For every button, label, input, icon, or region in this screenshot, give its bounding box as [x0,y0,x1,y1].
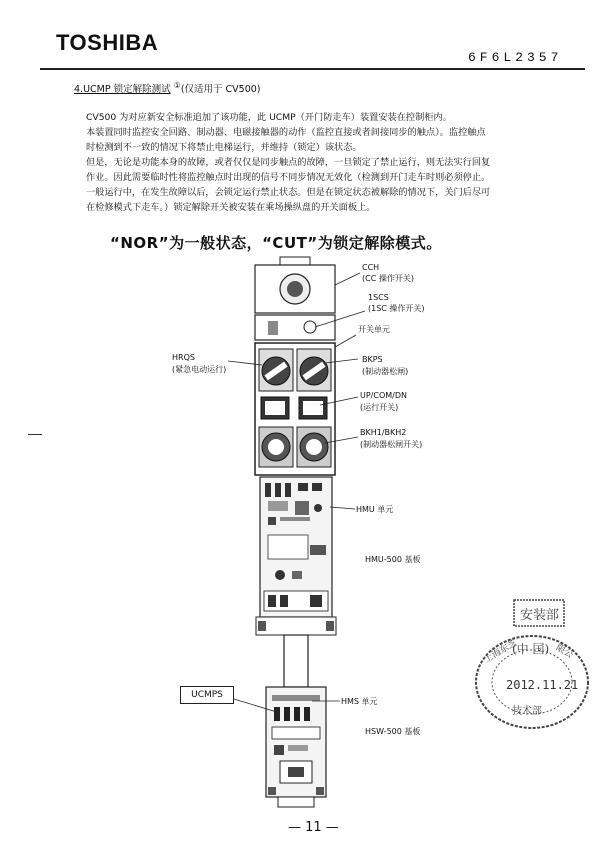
hmu-bracket-left [258,621,266,631]
updn-label: UP/COM/DN [360,391,407,400]
hmu-board-label: HMU-500 基板 [365,555,421,564]
cch-knob-center [287,281,303,297]
hms-switch-2 [284,707,290,721]
hms-unit-label: HMS 单元 [341,697,378,706]
bkps-label: BKPS [362,355,383,364]
hms-foot-left [268,787,276,795]
hrqs-desc: (紧急电动运行) [172,365,227,374]
hmu-chip-1 [268,501,288,511]
cch-label: CCH [362,263,380,272]
iscs-tab [268,321,278,335]
section-title [74,81,261,95]
paragraph-line-2: 本装置同时监控安全回路、制动器、电磁接触器的动作（监控直接或者间接同步的触点）。监控触点 [86,127,486,138]
cch-callout [335,273,360,285]
hmu-conn-b [275,483,281,497]
hms-foot-right [316,787,324,795]
hms-terminal-row [272,727,320,739]
hms-strip [272,695,320,701]
stamp-date: 2012.11.21 [506,678,579,692]
stamp-top-text: 安装部 [520,608,560,623]
hmu-term-3 [310,595,322,607]
paragraph-line-1: CV500 为对应新安全标准追加了该功能，此 UCMP（开门防走车）装置安装在控制柜内。 [86,112,452,123]
hsw-board-label: HSW-500 基板 [365,727,421,736]
up-button-face [265,401,285,415]
paragraph-line-7: 在检修模式下走车。）锁定解除开关被安装在乘场操纵盘的开关面板上。 [86,202,376,213]
section-title-note: (仅适用于 CV500) [180,84,261,96]
hmu-comp-2 [310,545,326,555]
bkh2-button-face [306,439,322,455]
mode-statement: “NOR”为一般状态，“CUT”为锁定解除模式。 [110,234,442,252]
hmu-term-2 [280,595,288,607]
note-mark: ① [173,81,181,90]
hms-comp-2 [288,745,308,751]
hmu-cap-2 [275,570,285,580]
bkh1-button-face [268,439,284,455]
switch-unit-callout [335,335,356,347]
iscs-desc: (1SC 操作开关) [368,304,425,313]
paragraph-line-6: 一般运行中，在发生故障以后，会锁定运行禁止状态。但是在锁定状态被解除的情况下，关门后尽可 [86,187,491,198]
connecting-cable [284,635,308,687]
hmu-relay-1 [298,483,308,491]
page-number: — 11 — [288,820,339,835]
ucmps-label: UCMPS [180,686,234,704]
iscs-label: 1SCS [368,293,389,302]
hmu-cap-1 [314,504,322,512]
hms-connector-core [288,767,304,777]
hmu-strip [280,517,310,521]
margin-tick [28,434,42,435]
hms-switch-3 [294,707,300,721]
hms-comp-1 [274,745,284,755]
bkps-desc: (制动器松闸) [362,367,409,376]
iscs-knob [304,321,316,333]
stamp-ring-left: 上海东芝 [482,638,519,666]
hmu-bracket [256,617,336,635]
hmu-unit-label: HMU 单元 [356,505,394,514]
dn-button-face [303,401,323,415]
hmu-chip-2 [295,501,309,515]
hms-switch-4 [304,707,310,721]
company-logo: TOSHIBA [56,30,159,55]
hrqs-label: HRQS [172,353,195,362]
bkh-label: BKH1/BKH2 [360,428,407,437]
iscs-block [255,315,335,340]
hmu-unit-callout [330,507,355,509]
updn-desc: (运行开关) [360,403,399,412]
paragraph-line-4: 但是，无论是功能本身的故障，或者仅仅是同步触点的故障，一旦锁定了禁止运行，则无法实行回复 [86,157,491,168]
document-number: 6F6L2357 [468,50,563,65]
hmu-term-1 [268,595,276,607]
hmu-conn-a [265,483,271,497]
stamp-ring-mid: (中 国) [512,642,550,656]
switch-unit-label: 开关单元 [358,325,390,334]
section-title-text: 4.UCMP 锁定解除测试 [74,84,171,96]
cch-desc: (CC 操作开关) [362,274,414,283]
paragraph-line-5: 作业。因此需要临时性将监控触点时出现的信号不同步情况无效化（检测到开门走车时则必须停止。 [86,172,491,183]
paragraph-line-3: 时检测到不一致的情况下将禁止电梯运行，并维持（锁定）该状态。 [86,142,362,153]
hms-bottom-tab [278,797,314,807]
hmu-comp-1 [268,517,276,525]
header-rule [40,68,585,70]
hmu-conn-c [285,483,291,497]
hms-switch-1 [274,707,280,721]
stamp-bottom-text: 技术部 [512,706,542,717]
hmu-comp-3 [292,571,302,579]
hmu-label-area [268,535,308,559]
hmu-relay-2 [312,483,322,491]
bkh-desc: (制动器松闸开关) [360,440,423,449]
hmu-bracket-right [326,621,334,631]
stamp-ring-right: 限公 [553,642,575,661]
